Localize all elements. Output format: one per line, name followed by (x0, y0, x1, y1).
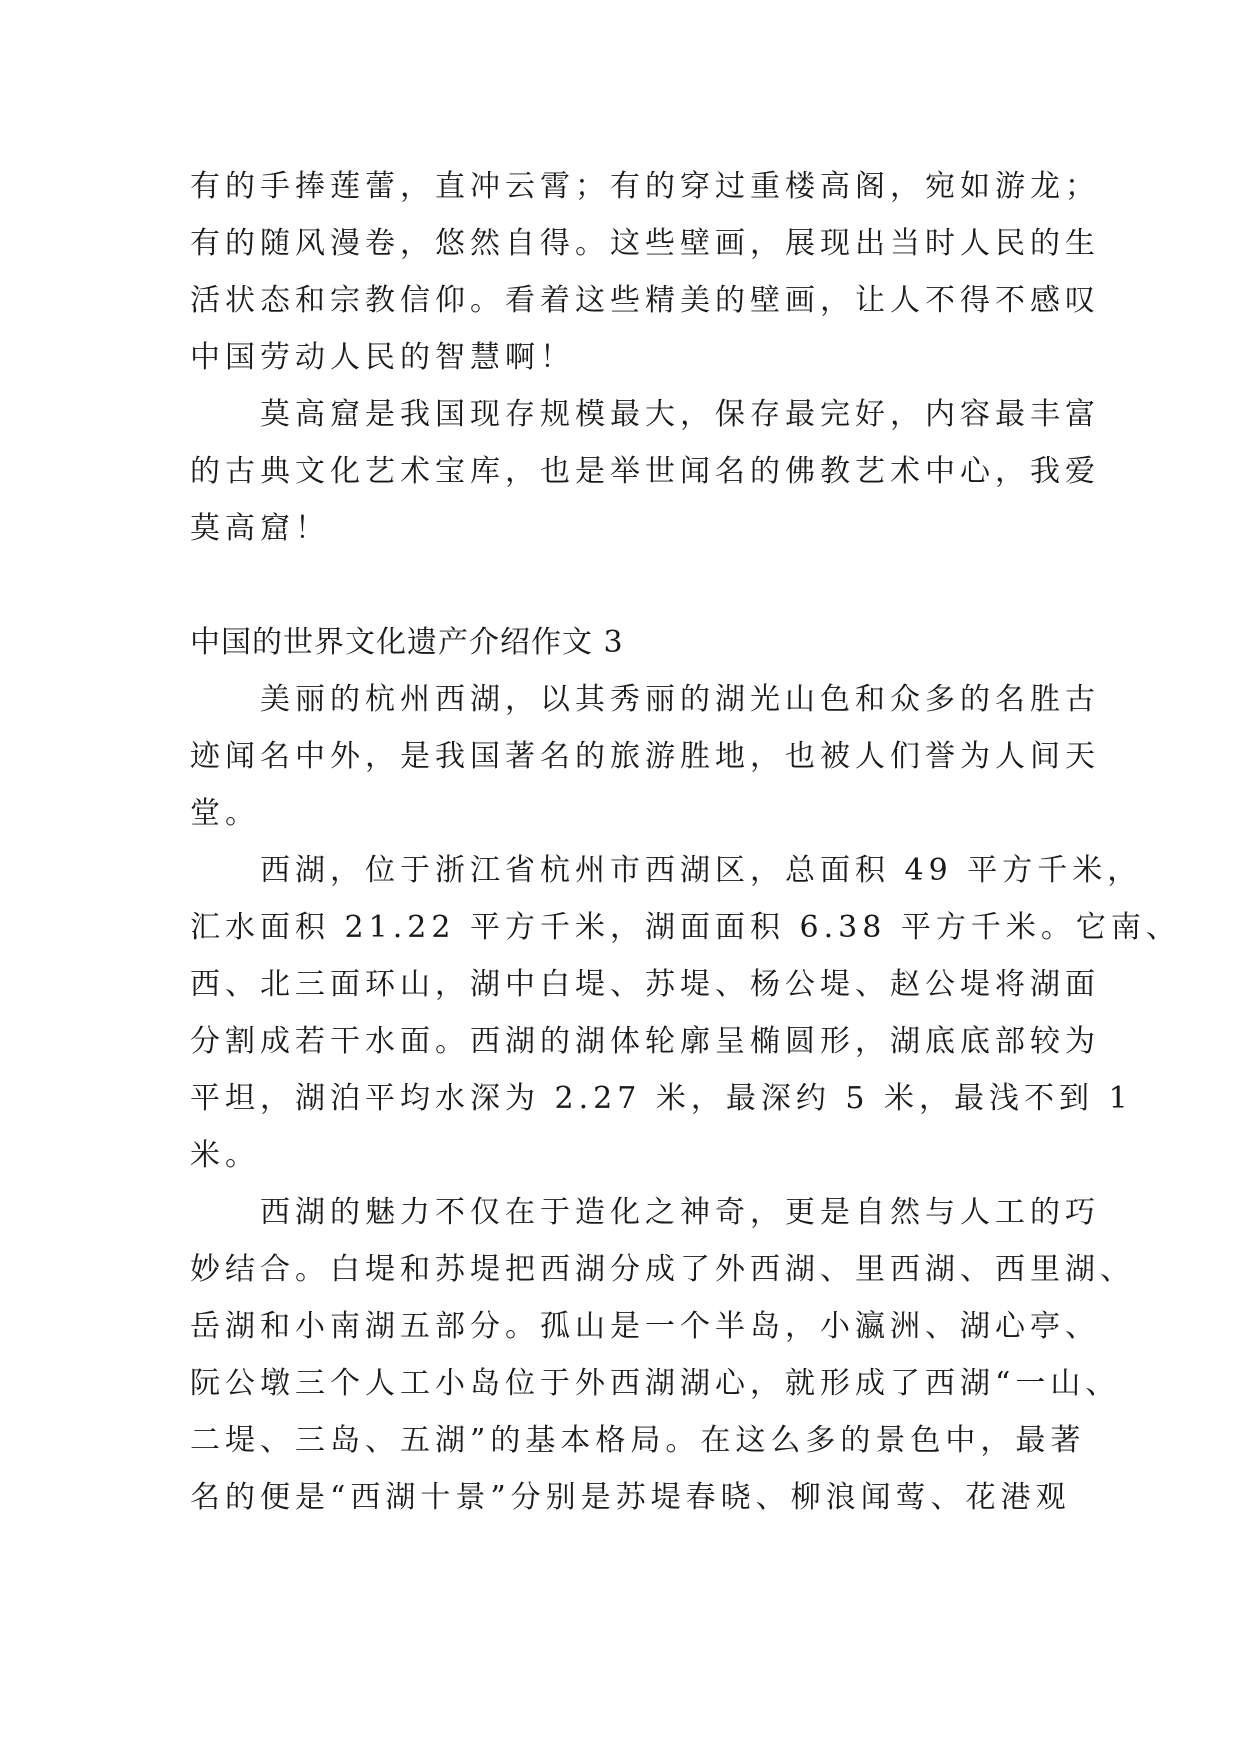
text-line: 美丽的杭州西湖，以其秀丽的湖光山色和众多的名胜古 (260, 682, 1100, 717)
text-line: 堂。 (190, 796, 260, 831)
paragraph (190, 1184, 1135, 1526)
text-line: 西、北三面环山，湖中白堤、苏堤、杨公堤、赵公堤将湖面 (190, 967, 1100, 1002)
text-line: 岳湖和小南湖五部分。孤山是一个半岛，小瀛洲、湖心亭、 (190, 1309, 1100, 1344)
paragraph (190, 386, 1100, 557)
paragraph (190, 842, 1181, 1184)
text-line: 名的便是“西湖十景”分别是苏堤春晓、柳浪闻莺、花港观 (190, 1480, 1071, 1515)
text-line: 的古典文化艺术宝库，也是举世闻名的佛教艺术中心，我爱 (190, 454, 1100, 489)
text-line: 中国劳动人民的智慧啊！ (190, 340, 575, 375)
document-body (190, 158, 1181, 1526)
text-line: 莫高窟是我国现存规模最大，保存最完好，内容最丰富 (260, 397, 1100, 432)
text-line: 活状态和宗教信仰。看着这些精美的壁画，让人不得不感叹 (190, 283, 1100, 318)
text-line: 西湖，位于浙江省杭州市西湖区，总面积 49 平方千米， (260, 853, 1143, 888)
text-line: 妙结合。白堤和苏堤把西湖分成了外西湖、里西湖、西里湖、 (190, 1252, 1135, 1287)
text-line: 有的随风漫卷，悠然自得。这些壁画，展现出当时人民的生 (190, 226, 1100, 261)
text-line: 米。 (190, 1138, 260, 1173)
text-line: 二堤、三岛、五湖”的基本格局。在这么多的景色中，最著 (190, 1423, 1086, 1458)
paragraph (190, 158, 1100, 386)
section-heading: 中国的世界文化遗产介绍作文 3 (190, 625, 624, 660)
text-line: 莫高窟！ (190, 511, 330, 546)
paragraph (190, 671, 1100, 842)
text-line: 平坦，湖泊平均水深为 2.27 米，最深约 5 米，最浅不到 1 (190, 1081, 1133, 1116)
text-line: 阮公墩三个人工小岛位于外西湖湖心，就形成了西湖“一山、 (190, 1366, 1121, 1401)
text-line: 汇水面积 21.22 平方千米，湖面面积 6.38 平方千米。它南、 (190, 910, 1181, 945)
text-line: 分割成若干水面。西湖的湖体轮廓呈椭圆形，湖底底部较为 (190, 1024, 1100, 1059)
text-line: 西湖的魅力不仅在于造化之神奇，更是自然与人工的巧 (260, 1195, 1100, 1230)
text-line: 迹闻名中外，是我国著名的旅游胜地，也被人们誉为人间天 (190, 739, 1100, 774)
text-line: 有的手捧莲蕾，直冲云霄；有的穿过重楼高阁，宛如游龙； (190, 169, 1100, 204)
